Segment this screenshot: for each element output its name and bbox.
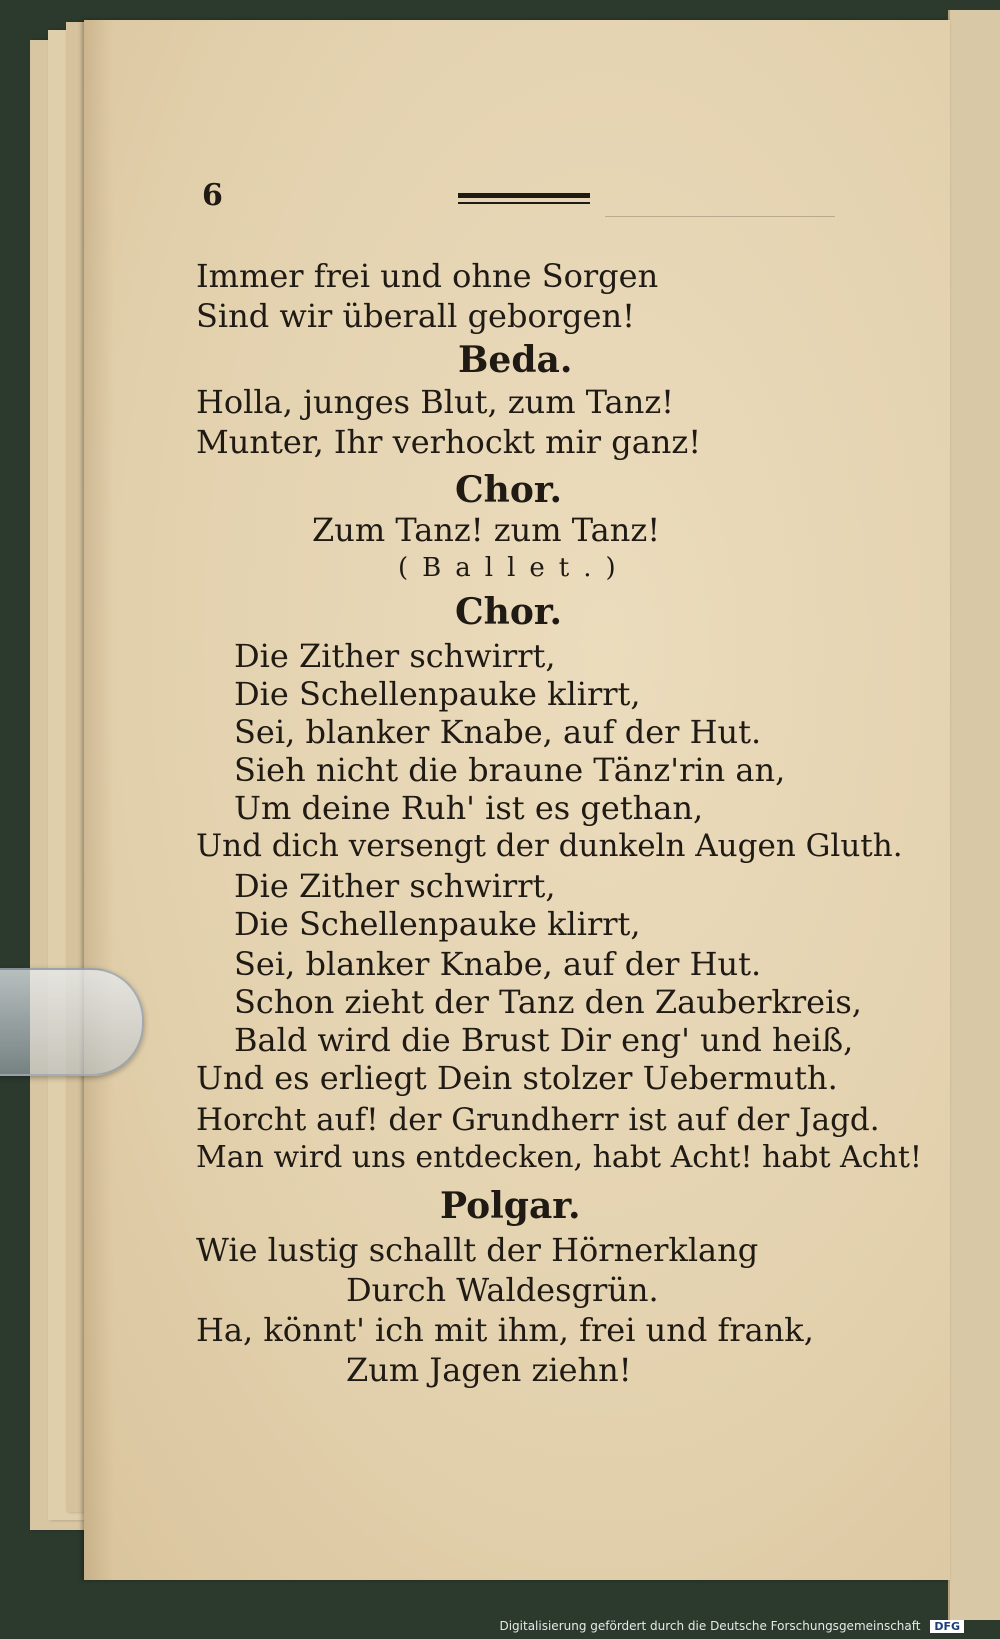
verse-line: Ha, könnt' ich mit ihm, frei und frank, xyxy=(196,1311,814,1349)
glass-page-holder xyxy=(0,968,144,1076)
verse-line: Um deine Ruh' ist es gethan, xyxy=(234,789,704,827)
verse-line: Immer frei und ohne Sorgen xyxy=(196,257,659,295)
verse-line: Munter, Ihr verhockt mir ganz! xyxy=(196,423,702,461)
verse-line: Die Zither schwirrt, xyxy=(234,867,556,905)
verse-line: Zum Tanz! zum Tanz! xyxy=(312,511,661,549)
verse-line: Wie lustig schallt der Hörnerklang xyxy=(196,1231,759,1269)
credit-text: Digitalisierung gefördert durch die Deutsche Forschungsgemeinschaft xyxy=(499,1619,921,1633)
verse-line: Die Schellenpauke klirrt, xyxy=(234,675,641,713)
dfg-logo: DFG xyxy=(930,1620,964,1633)
speaker-heading: Polgar. xyxy=(440,1185,581,1227)
verse-line: Die Schellenpauke klirrt, xyxy=(234,905,641,943)
speaker-heading: Chor. xyxy=(455,591,563,633)
verse-line: Durch Waldesgrün. xyxy=(346,1271,659,1309)
header-hairline xyxy=(605,216,835,217)
speaker-heading: Chor. xyxy=(455,469,563,511)
header-rule-thin xyxy=(458,202,590,204)
verse-line: Und dich versengt der dunkeln Augen Gluth. xyxy=(196,828,903,864)
speaker-heading: Beda. xyxy=(458,339,573,381)
stage-direction: (Ballet.) xyxy=(398,553,630,583)
verse-line: Zum Jagen ziehn! xyxy=(346,1351,632,1389)
verse-line: Sei, blanker Knabe, auf der Hut. xyxy=(234,945,762,983)
verse-line: Man wird uns entdecken, habt Acht! habt Acht! xyxy=(196,1140,922,1175)
verse-line: Bald wird die Brust Dir eng' und heiß, xyxy=(234,1021,854,1059)
verse-line: Holla, junges Blut, zum Tanz! xyxy=(196,383,675,421)
verse-line: Sind wir überall geborgen! xyxy=(196,297,635,335)
verse-line: Horcht auf! der Grundherr ist auf der Jagd. xyxy=(196,1102,880,1138)
header-rule xyxy=(458,193,590,198)
verse-line: Sieh nicht die braune Tänz'rin an, xyxy=(234,751,786,789)
digitization-credit xyxy=(499,1619,964,1633)
verse-line: Sei, blanker Knabe, auf der Hut. xyxy=(234,713,762,751)
verse-line: Und es erliegt Dein stolzer Uebermuth. xyxy=(196,1059,838,1097)
verse-line: Schon zieht der Tanz den Zauberkreis, xyxy=(234,983,862,1021)
page-number: 6 xyxy=(202,178,223,213)
verse-line: Die Zither schwirrt, xyxy=(234,637,556,675)
